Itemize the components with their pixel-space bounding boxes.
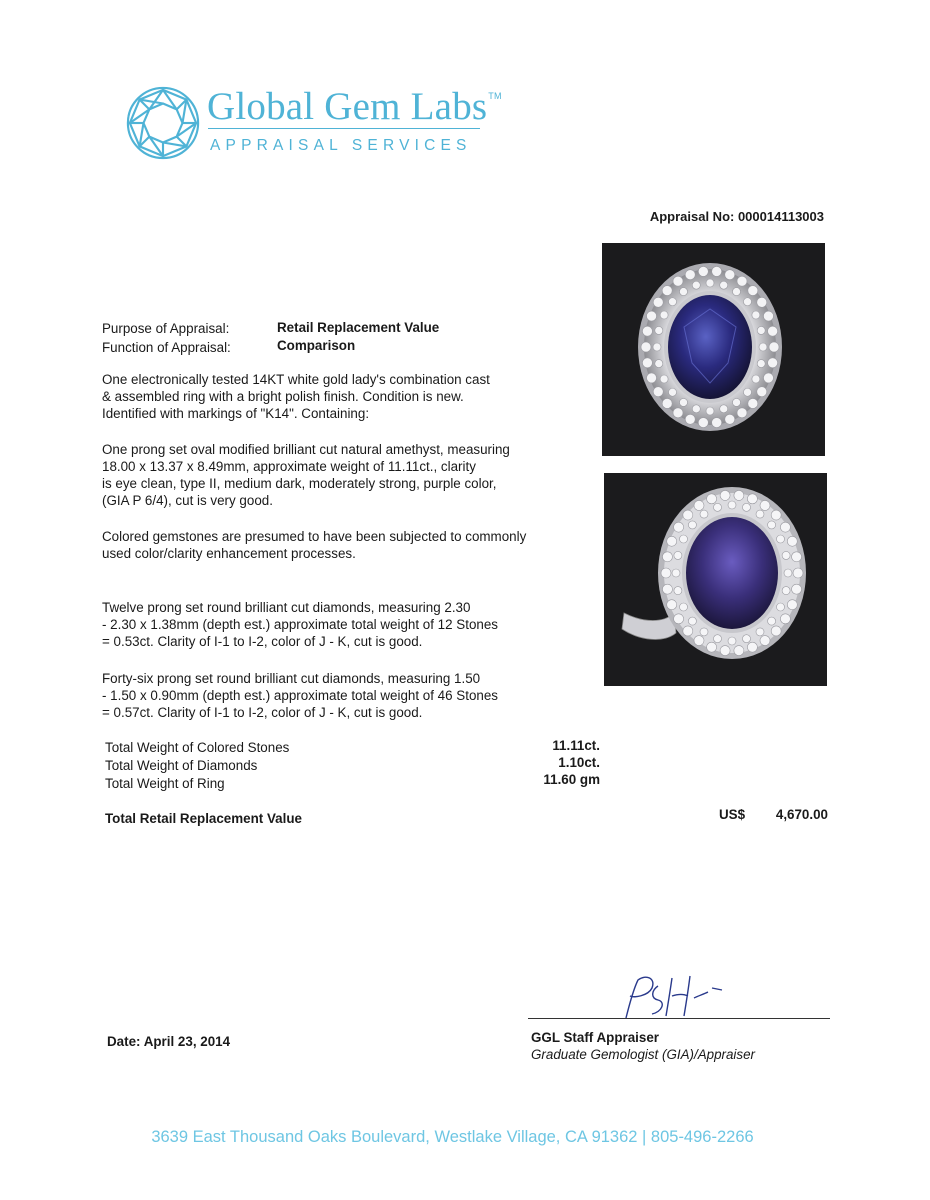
enhancement-disclosure: Colored gemstones are presumed to have been subjected to commonly used color/clarity enhancement processes. (102, 529, 527, 561)
purpose-label: Purpose of Appraisal: (102, 321, 230, 336)
ring-top-view-photo (602, 243, 825, 456)
retail-value-amount: 4,670.00 (775, 807, 828, 822)
currency: US$ (719, 807, 746, 822)
brand-name: Global Gem Labs™ (207, 85, 502, 128)
total-ring-label: Total Weight of Ring (105, 776, 225, 791)
function-label: Function of Appraisal: (102, 340, 231, 355)
brand-subtitle: APPRAISAL SERVICES (210, 137, 472, 154)
total-diamonds-label: Total Weight of Diamonds (105, 758, 258, 773)
appraiser-credentials: Graduate Gemologist (GIA)/Appraiser (531, 1047, 756, 1062)
appraiser-title: GGL Staff Appraiser (531, 1030, 659, 1045)
center-stone-description: One prong set oval modified brilliant cut natural amethyst, measuring 18.00 x 13.37 x 8.49mm, approximate weight of 11.11ct., clarity is eye clean, type II, medium dark, moderately strong, purple color, (GIA P 6/4), cut is very good. (102, 442, 510, 508)
total-diamonds-value: 1.10ct. (558, 755, 600, 770)
appraisal-date: Date: April 23, 2014 (107, 1034, 231, 1049)
logo-divider (208, 128, 480, 129)
purpose-value: Retail Replacement Value (277, 320, 440, 335)
signature-line (528, 1018, 830, 1019)
trademark: TM (488, 91, 502, 101)
appraisal-number: Appraisal No: 000014113003 (649, 209, 824, 224)
footer-address: 3639 East Thousand Oaks Boulevard, Westlake Village, CA 91362 | 805-496-2266 (151, 1128, 754, 1146)
diamonds-b-description: Forty-six prong set round brilliant cut diamonds, measuring 1.50 - 1.50 x 0.90mm (depth est.) approximate total weight of 46 Stones = 0.57ct. Clarity of I-1 to I-2, color of J - K, cut is good. (102, 671, 498, 720)
total-ring-value: 11.60 gm (543, 772, 600, 787)
diamonds-a-description: Twelve prong set round brilliant cut diamonds, measuring 2.30 - 2.30 x 1.38mm (depth est.) approximate total weight of 12 Stones = 0.53ct. Clarity of I-1 to I-2, color of J - K, cut is good. (102, 600, 498, 649)
total-colored-label: Total Weight of Colored Stones (105, 740, 290, 755)
ring-description: One electronically tested 14KT white gold lady's combination cast & assembled ring with a bright polish finish. Condition is new. Identified with markings of "K14". Containing: (102, 372, 490, 421)
signature (612, 968, 732, 1024)
ring-angle-view-photo (604, 473, 827, 686)
gem-diamond-icon (124, 84, 202, 162)
retail-value-label: Total Retail Replacement Value (105, 811, 302, 826)
total-colored-value: 11.11ct. (552, 738, 600, 753)
function-value: Comparison (277, 338, 356, 353)
